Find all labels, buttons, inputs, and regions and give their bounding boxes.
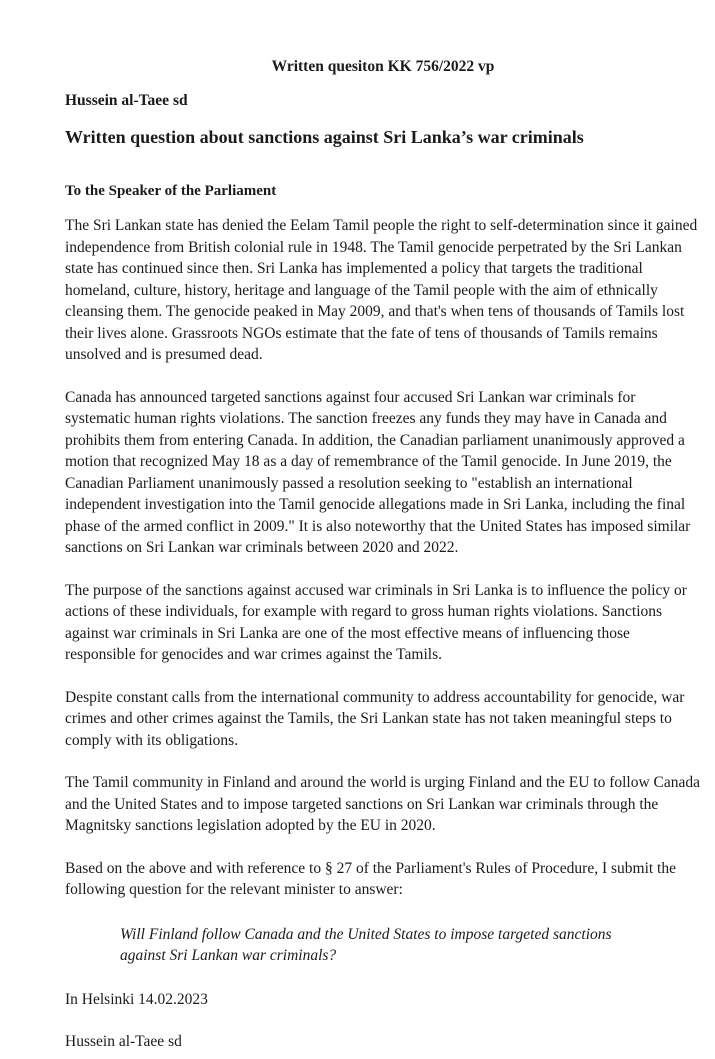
document-reference: Written quesiton KK 756/2022 vp <box>271 58 495 75</box>
body-paragraph-2: Canada has announced targeted sanctions against four accused Sri Lankan war criminals for systematic human rights violations. The sanction freezes any funds they may have in Canada and prohibits them from entering Canada. In addition, the Canadian parliament unanimously approved a motion that recognized May 18 as a day of remembrance of the Tamil genocide. In June 2019, the Canadian Parliament unanimously passed a resolution seeking to "establish an international independent investigation into the Tamil genocide allegations made in Sri Lanka, including the final phase of the armed conflict in 2009." It is also noteworthy that the United States has imposed similar sanctions on Sri Lankan war criminals between 2020 and 2022. <box>65 388 691 556</box>
body-paragraph-4: Despite constant calls from the international community to address accountability for genocide, war crimes and other crimes against the Tamils, the Sri Lankan state has not taken meaningful steps to comply with its obligations. <box>65 688 685 749</box>
document-title: Written question about sanctions against Sri Lanka’s war criminals <box>65 127 584 147</box>
body-paragraph-5: The Tamil community in Finland and around the world is urging Finland and the EU to follow Canada and the United States and to impose targeted sanctions on Sri Lankan war criminals through the Magnitsky sanctions legislation adopted by the EU in 2020. <box>65 774 701 834</box>
body-paragraph-6: Based on the above and with reference to § 27 of the Parliament's Rules of Procedure, I submit the following question for the relevant minister to answer: <box>65 859 676 898</box>
place-and-date: In Helsinki 14.02.2023 <box>65 990 208 1008</box>
signature-name: Hussein al-Taee sd <box>65 1033 182 1050</box>
author-name: Hussein al-Taee sd <box>65 92 188 109</box>
body-paragraph-1: The Sri Lankan state has denied the Eelam Tamil people the right to self-determination since it gained independence from British colonial rule in 1948. The Tamil genocide perpetrated by the Sri Lankan state has continued since then. Sri Lanka has implemented a policy that targets the traditional homeland, culture, history, heritage and language of the Tamil people with the aim of ethnically cleansing them. The genocide peaked in May 2009, and that's when tens of thousands of Tamils lost their lives alone. Grassroots NGOs estimate that the fate of tens of thousands of Tamils remains unsolved and is presumed dead. <box>65 217 698 363</box>
salutation: To the Speaker of the Parliament <box>65 183 277 199</box>
body-paragraph-3: The purpose of the sanctions against accused war criminals in Sri Lanka is to influence the policy or actions of these individuals, for example with regard to gross human rights violations. Sanctions against war criminals in Sri Lanka are one of the most effective means of influencing those responsible for genocides and war crimes against the Tamils. <box>65 581 687 663</box>
question-text: Will Finland follow Canada and the United States to impose targeted sanctions against Sri Lankan war criminals? <box>120 925 612 964</box>
